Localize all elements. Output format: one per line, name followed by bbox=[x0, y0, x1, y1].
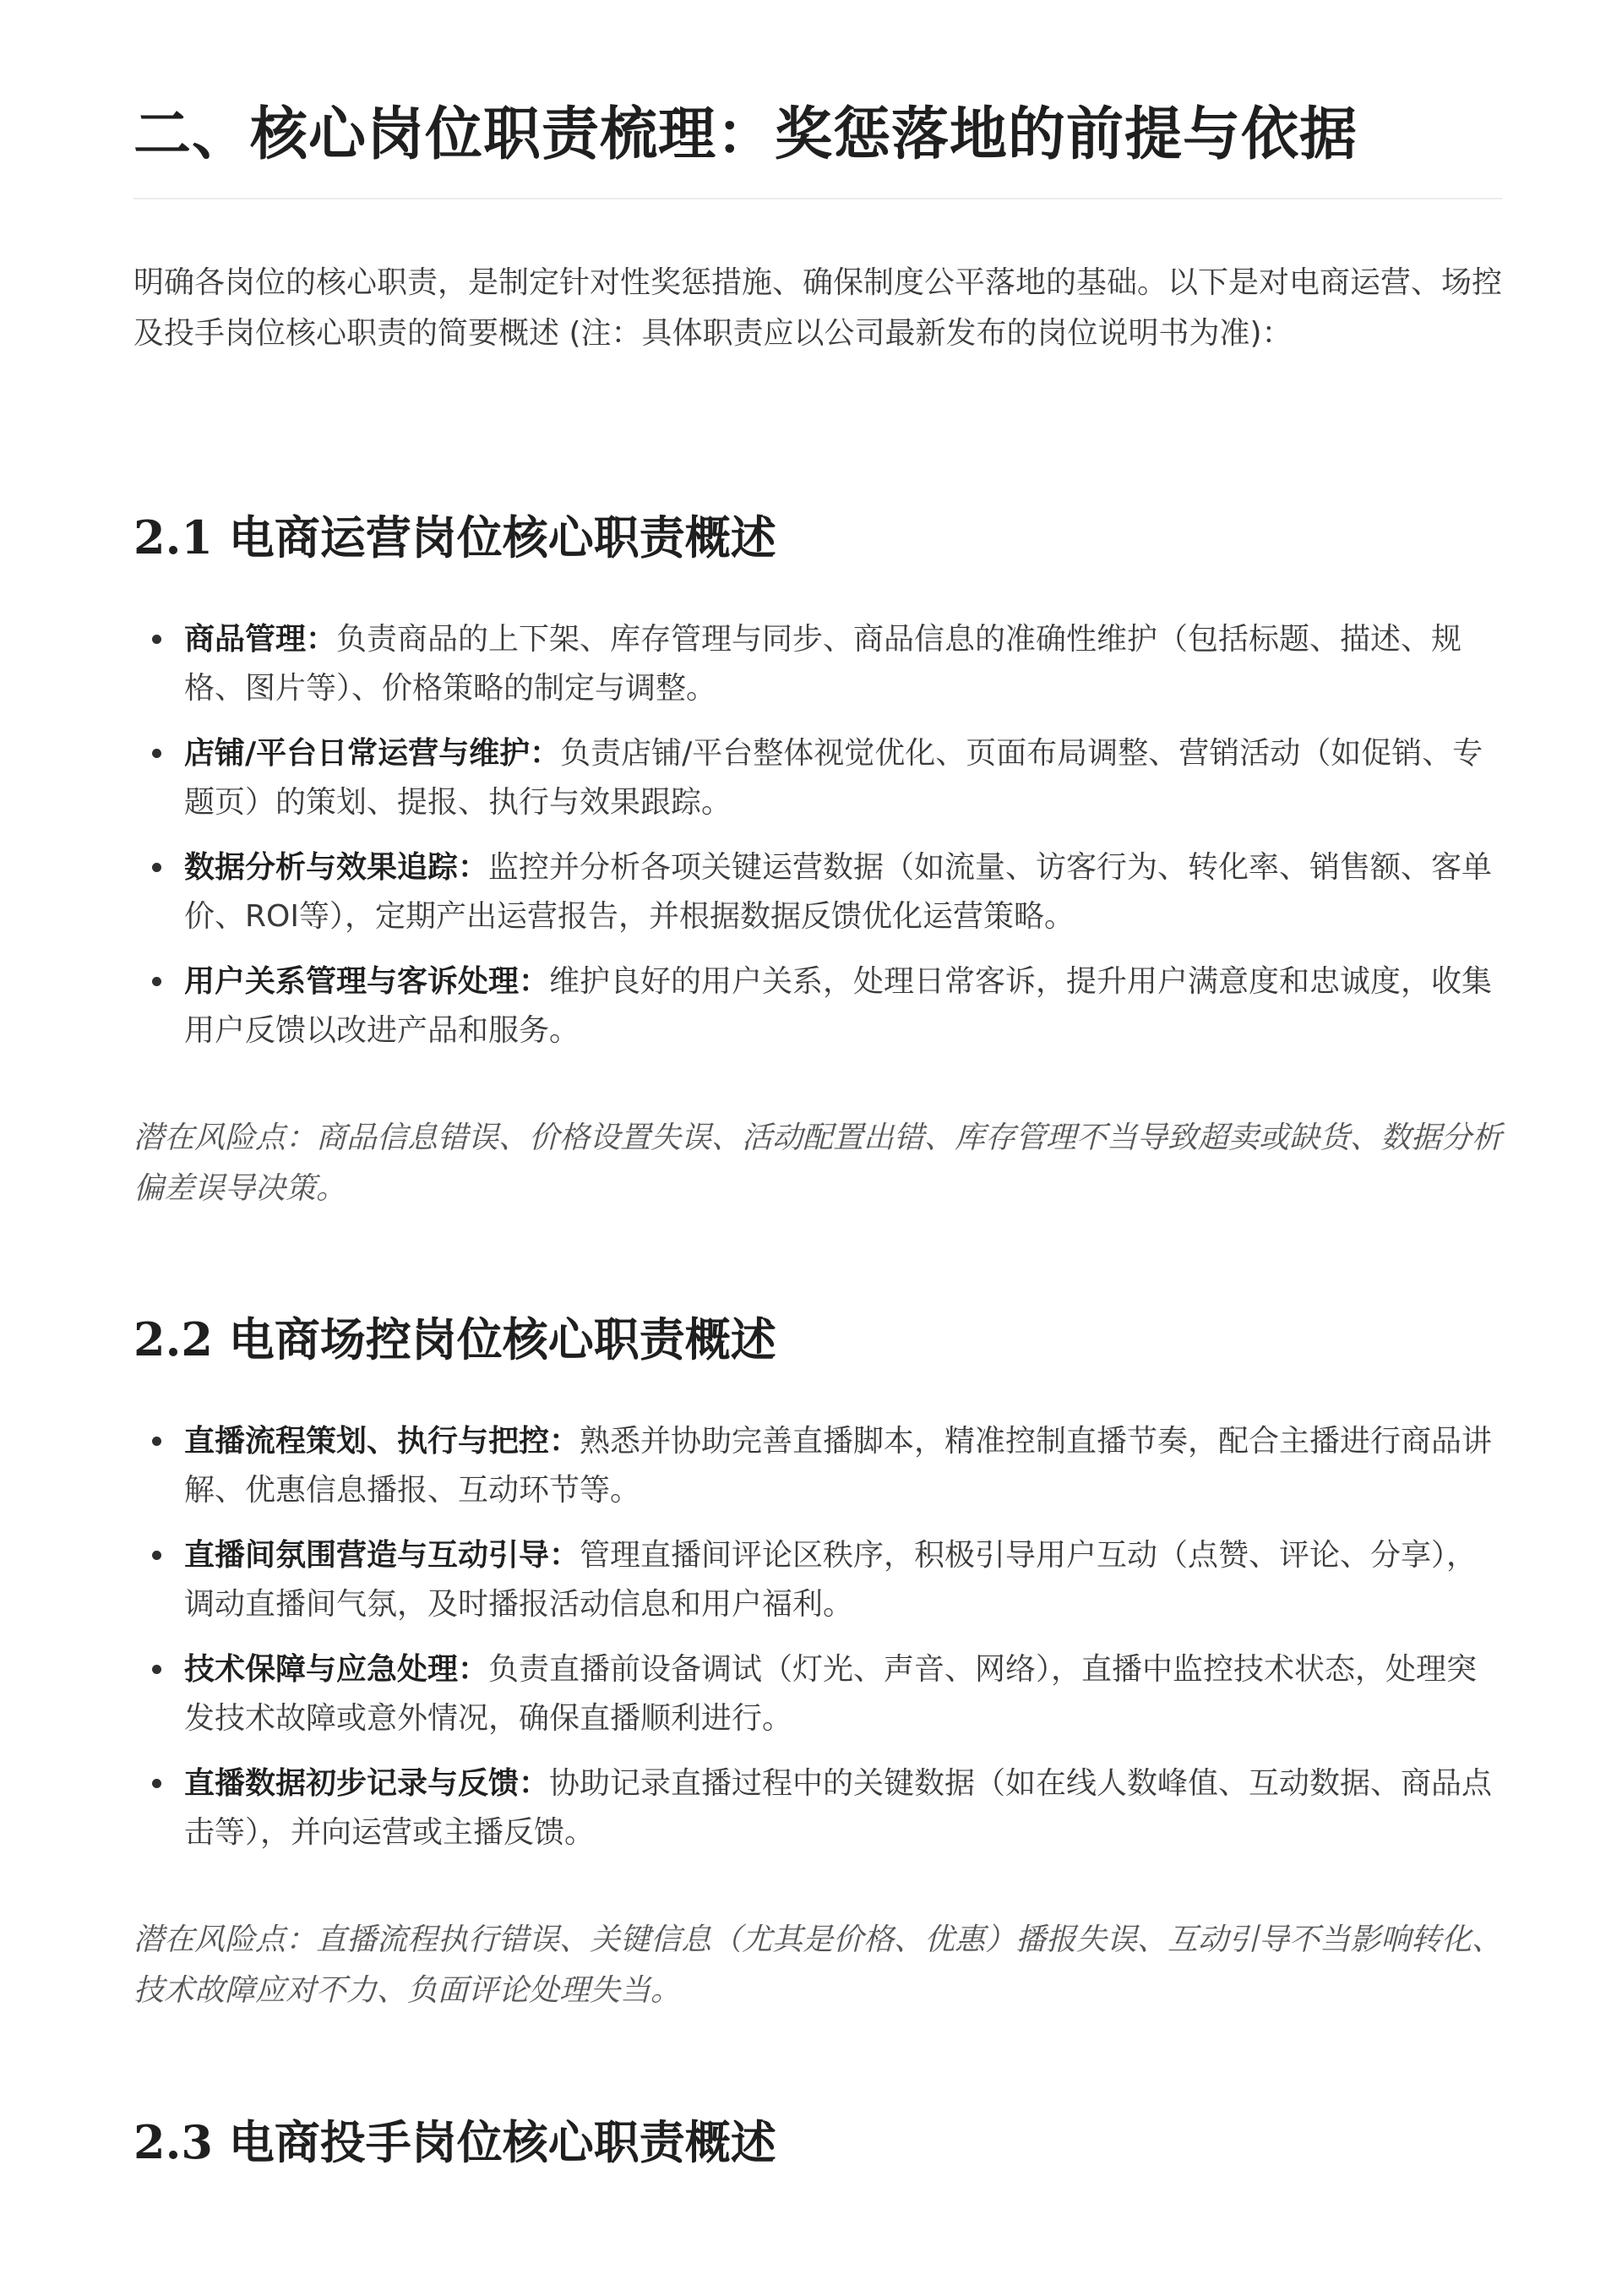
risk-note-2-1: 潜在风险点：商品信息错误、价格设置失误、活动配置出错、库存管理不当导致超卖或缺货、数据分析偏差误导决策。 bbox=[133, 1121, 1503, 1206]
item-term: 技术保障与应急处理： bbox=[184, 1652, 489, 1687]
bullet-icon bbox=[152, 977, 161, 986]
intro-paragraph: 明确各岗位的核心职责，是制定针对性奖惩措施、确保制度公平落地的基础。以下是对电商运营、场控及投手岗位核心职责的简要概述 (注：具体职责应以公司最新发布的岗位说明书为准)： bbox=[133, 265, 1503, 351]
item-term: 商品管理： bbox=[184, 622, 337, 657]
item-term: 数据分析与效果追踪： bbox=[184, 850, 489, 885]
list-item bbox=[133, 957, 1502, 1055]
section-number: 2.2 bbox=[133, 1312, 213, 1366]
list-item bbox=[133, 1759, 1502, 1857]
section-title: 电商运营岗位核心职责概述 bbox=[228, 511, 776, 564]
section-heading-2-2 bbox=[133, 1306, 776, 1374]
bullet-icon bbox=[152, 1665, 161, 1674]
section-number: 2.3 bbox=[133, 2115, 213, 2169]
list-item bbox=[133, 1645, 1502, 1743]
item-desc: 熟悉并协助完善直播脚本，精准控制直播节奏，配合主播进行商品讲解、优惠信息播报、互动环节等。 bbox=[184, 1424, 1493, 1508]
item-term: 直播数据初步记录与反馈： bbox=[184, 1766, 550, 1801]
item-desc: 维护良好的用户关系，处理日常客诉，提升用户满意度和忠诚度，收集用户反馈以改进产品和服务。 bbox=[184, 964, 1493, 1048]
list-item bbox=[133, 729, 1502, 827]
item-term: 店铺/平台日常运营与维护： bbox=[184, 736, 561, 771]
bullet-icon bbox=[152, 1437, 161, 1446]
item-desc: 监控并分析各项关键运营数据（如流量、访客行为、转化率、销售额、客单价、ROI等），定期产出运营报告，并根据数据反馈优化运营策略。 bbox=[184, 850, 1493, 934]
item-term: 直播流程策划、执行与把控： bbox=[184, 1424, 580, 1459]
section-heading-2-3 bbox=[133, 2108, 776, 2177]
list-item bbox=[133, 1531, 1502, 1629]
duty-list-2-2 bbox=[133, 1417, 1502, 1873]
list-item bbox=[133, 843, 1502, 941]
bullet-icon bbox=[152, 863, 161, 872]
item-desc: 负责商品的上下架、库存管理与同步、商品信息的准确性维护（包括标题、描述、规格、图片等）、价格策略的制定与调整。 bbox=[184, 622, 1462, 706]
title-divider bbox=[133, 198, 1502, 199]
bullet-icon bbox=[152, 1779, 161, 1788]
item-term: 直播间氛围营造与互动引导： bbox=[184, 1538, 580, 1573]
item-desc: 负责直播前设备调试（灯光、声音、网络），直播中监控技术状态，处理突发技术故障或意外情况，确保直播顺利进行。 bbox=[184, 1652, 1478, 1736]
section-title: 电商场控岗位核心职责概述 bbox=[228, 1313, 776, 1366]
item-desc: 协助记录直播过程中的关键数据（如在线人数峰值、互动数据、商品点击等），并向运营或主播反馈。 bbox=[184, 1766, 1493, 1850]
bullet-icon bbox=[152, 635, 161, 644]
item-term: 用户关系管理与客诉处理： bbox=[184, 964, 550, 999]
risk-note-2-2: 潜在风险点：直播流程执行错误、关键信息（尤其是价格、优惠）播报失误、互动引导不当影响转化、技术故障应对不力、负面评论处理失当。 bbox=[133, 1922, 1503, 2008]
bullet-icon bbox=[152, 1551, 161, 1560]
bullet-icon bbox=[152, 749, 161, 758]
duty-list-2-1 bbox=[133, 615, 1502, 1072]
section-heading-2-1 bbox=[133, 504, 776, 572]
list-item bbox=[133, 1417, 1502, 1515]
section-number: 2.1 bbox=[133, 510, 213, 564]
page-title: 二、核心岗位职责梳理：奖惩落地的前提与依据 bbox=[133, 101, 1358, 168]
list-item bbox=[133, 615, 1502, 713]
item-desc: 负责店铺/平台整体视觉优化、页面布局调整、营销活动（如促销、专题页）的策划、提报、执行与效果跟踪。 bbox=[184, 736, 1483, 820]
item-desc: 管理直播间评论区秩序，积极引导用户互动（点赞、评论、分享），调动直播间气氛，及时播报活动信息和用户福利。 bbox=[184, 1538, 1478, 1622]
section-title: 电商投手岗位核心职责概述 bbox=[228, 2116, 776, 2169]
